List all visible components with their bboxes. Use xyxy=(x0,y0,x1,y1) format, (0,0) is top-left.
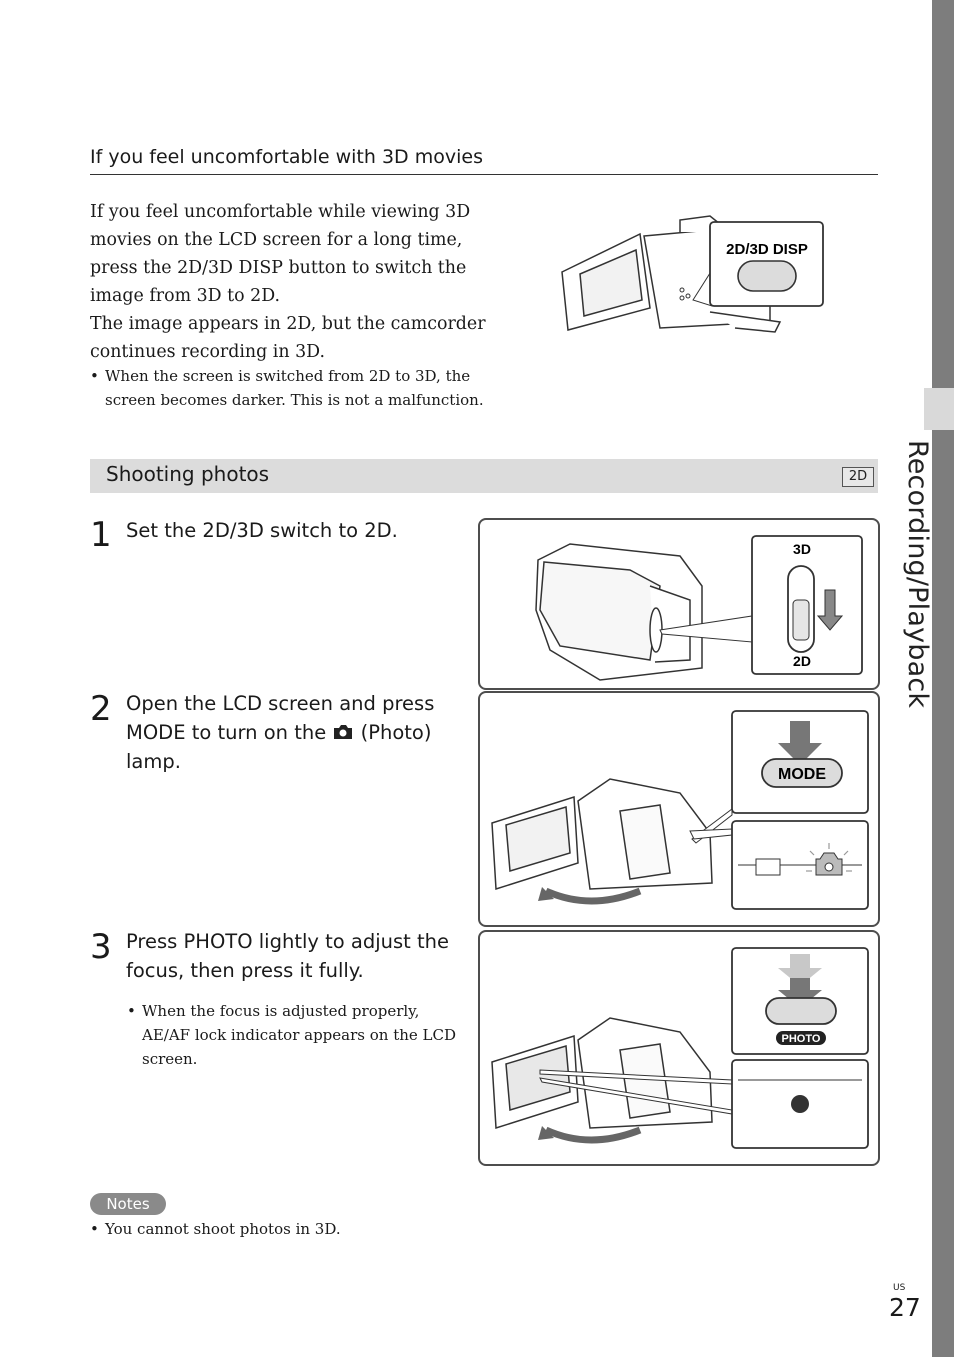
figure-step-1 xyxy=(478,518,880,690)
mode-badge-2d: 2D xyxy=(842,467,874,487)
section-heading-3d: If you feel uncomfortable with 3D movies xyxy=(90,146,483,168)
camcorder-disp-figure xyxy=(560,212,830,336)
bullet-note-focus xyxy=(127,999,457,1071)
bullet-text: When the screen is switched from 2D to 3D, the screen becomes darker. This is not a malfunction. xyxy=(105,367,484,409)
notes-badge: Notes xyxy=(90,1193,166,1215)
mode-button-label: MODE xyxy=(778,766,826,783)
camcorder-mode-figure xyxy=(480,693,878,925)
switch-label-2d: 2D xyxy=(793,653,811,669)
notes-item-text: You cannot shoot photos in 3D. xyxy=(105,1220,341,1238)
heading-rule xyxy=(90,174,878,175)
page-region: US xyxy=(893,1283,906,1293)
photo-button-label: PHOTO xyxy=(781,1033,821,1045)
camcorder-photo-figure xyxy=(480,932,878,1164)
section-heading-photos: Shooting photos xyxy=(106,462,270,486)
focus-indicator-icon xyxy=(791,1095,809,1113)
movie-lamp-icon xyxy=(756,859,780,875)
disp-button xyxy=(738,261,796,291)
disp-button-label: 2D/3D DISP xyxy=(726,241,808,258)
step-text-2 xyxy=(126,689,456,776)
step-text-2-part-1: Open the LCD screen and press MODE to turn on the xyxy=(126,692,435,744)
notes-item xyxy=(90,1217,490,1241)
bullet-dot: • xyxy=(90,1220,99,1238)
intro-text xyxy=(90,198,500,366)
intro-paragraph-1: If you feel uncomfortable while viewing 3D movies on the LCD screen for a long time, press the 2D/3D DISP button to switch the image from 3D to 2D. xyxy=(90,202,471,306)
switch-label-3d: 3D xyxy=(793,541,811,557)
page-number: 27 xyxy=(889,1293,921,1322)
step-number-3: 3 xyxy=(90,927,112,967)
step-number-2: 2 xyxy=(90,689,112,729)
step-text-1: Set the 2D/3D switch to 2D. xyxy=(126,519,398,542)
camcorder-switch-figure xyxy=(480,520,878,688)
switch-knob xyxy=(793,600,809,640)
bullet-note-3d xyxy=(90,364,490,412)
sidebar-tab-marker xyxy=(924,388,954,430)
camera-icon xyxy=(332,723,354,741)
step-text-2-part-2: (Photo) lamp. xyxy=(126,721,432,773)
sidebar-label: Recording/Playback xyxy=(902,440,933,709)
bullet-text: When the focus is adjusted properly, AE/AF lock indicator appears on the LCD screen. xyxy=(142,1002,456,1068)
step-number-1: 1 xyxy=(90,515,112,555)
bullet-dot: • xyxy=(90,367,99,385)
bullet-dot: • xyxy=(127,1002,136,1020)
figure-step-3 xyxy=(478,930,880,1166)
sidebar-band xyxy=(932,0,954,1357)
figure-step-2 xyxy=(478,691,880,927)
step-text-3: Press PHOTO lightly to adjust the focus, then press it fully. xyxy=(126,930,450,982)
intro-paragraph-2: The image appears in 2D, but the camcorder continues recording in 3D. xyxy=(90,314,486,362)
photo-button xyxy=(766,998,836,1024)
